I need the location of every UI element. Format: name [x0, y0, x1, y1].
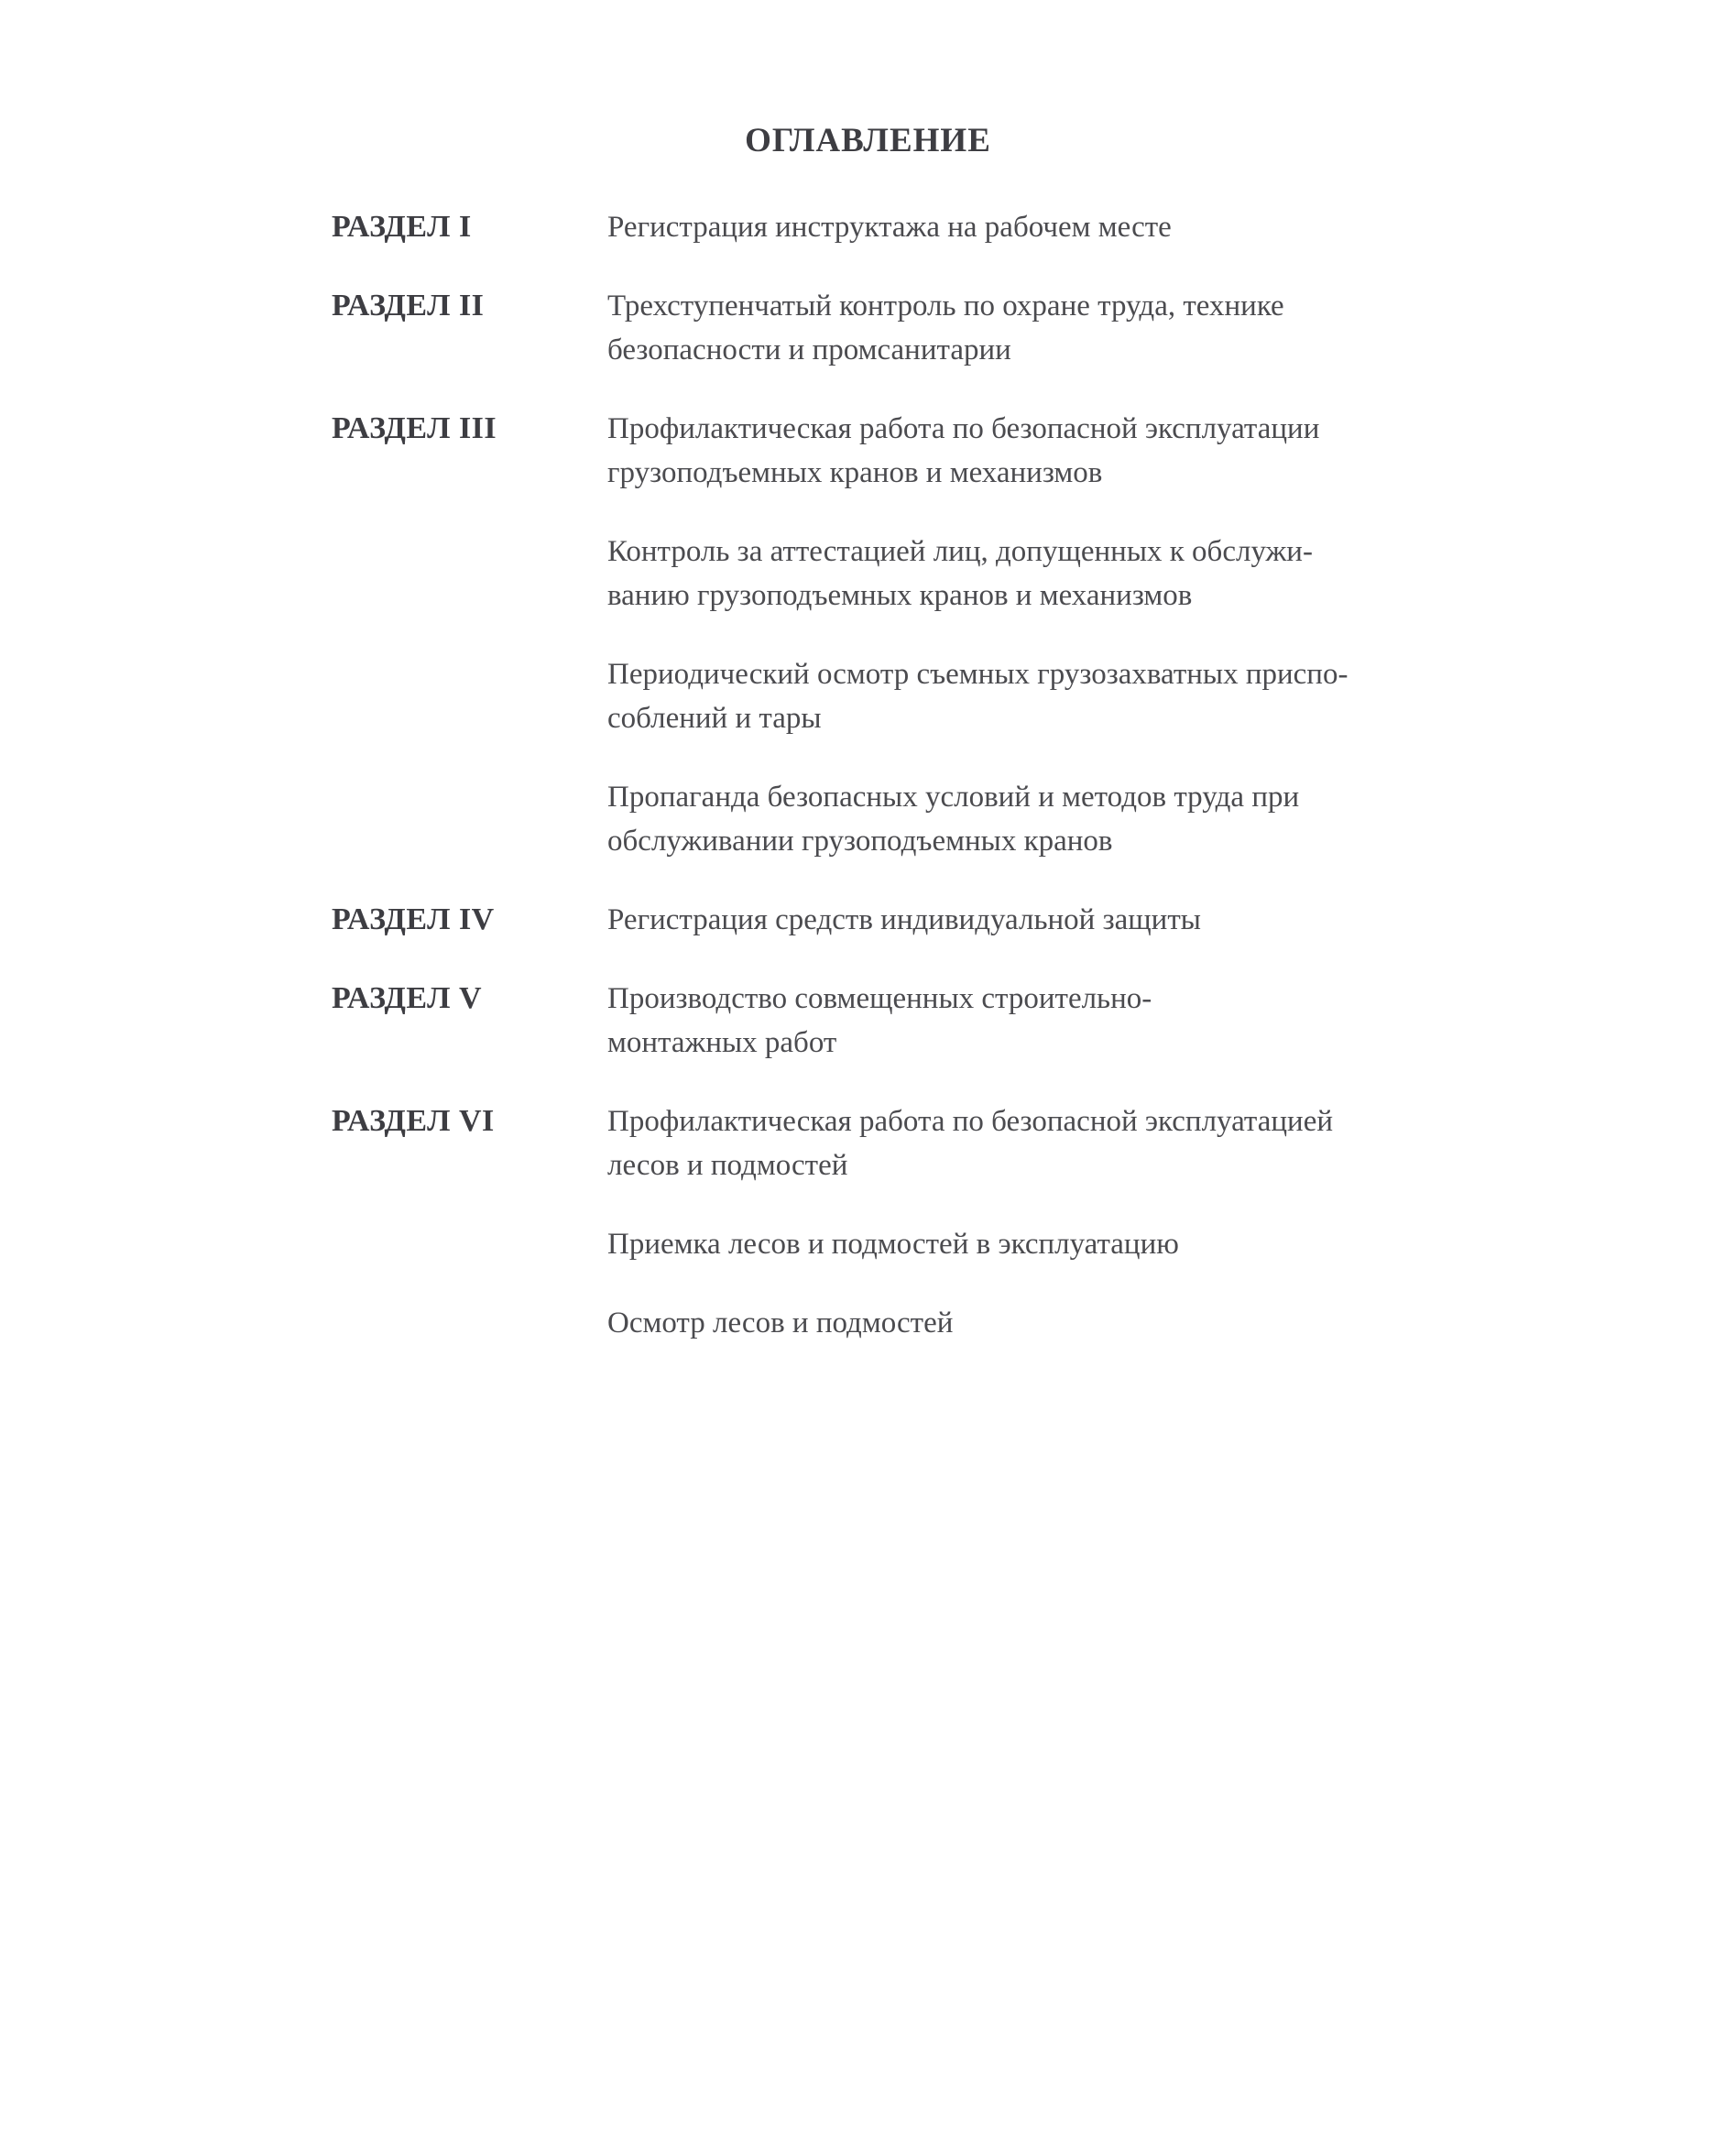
description-line: безопасности и промсанитарии [607, 333, 1011, 366]
section-description [607, 1222, 1487, 1266]
description-line: ванию грузоподъемных кранов и механизмов [607, 579, 1193, 612]
section-description [607, 1099, 1487, 1187]
toc-entry-section-3 [332, 407, 1495, 495]
section-label: РАЗДЕЛ V [332, 981, 483, 1015]
section-label: РАЗДЕЛ IV [332, 902, 495, 936]
description-line: Трехступенчатый контроль по охране труда, технике [607, 290, 1284, 323]
description-line: монтажных работ [607, 1026, 837, 1059]
section-description [607, 775, 1487, 863]
section-description [607, 205, 1487, 249]
description-line: Периодический осмотр съемных грузозахватных приспо- [607, 658, 1348, 691]
toc-entry-section-2 [332, 284, 1495, 372]
toc-entry-section-3-sub-3 [332, 775, 1495, 863]
toc-entry-section-6 [332, 1099, 1495, 1187]
toc-entry-section-5 [332, 977, 1495, 1065]
section-description [607, 977, 1487, 1065]
description-line: Приемка лесов и подмостей в эксплуатацию [607, 1228, 1179, 1261]
toc-entry-section-1 [332, 205, 1495, 249]
description-line: Производство совмещенных строительно- [607, 982, 1152, 1015]
section-label: РАЗДЕЛ II [332, 289, 485, 323]
description-line: Профилактическая работа по безопасной эксплуатации [607, 412, 1320, 445]
section-label: РАЗДЕЛ I [332, 210, 472, 244]
toc-entry-section-6-sub-1 [332, 1222, 1495, 1266]
description-line: Регистрация средств индивидуальной защиты [607, 903, 1201, 936]
section-description [607, 652, 1487, 740]
description-line: обслуживании грузоподъемных кранов [607, 825, 1113, 858]
section-label: РАЗДЕЛ III [332, 411, 497, 445]
section-description [607, 530, 1487, 618]
section-description [607, 898, 1487, 942]
toc-entry-section-3-sub-1 [332, 530, 1495, 618]
section-description [607, 284, 1487, 372]
description-line: Пропаганда безопасных условий и методов труда при [607, 781, 1300, 814]
page-title: ОГЛАВЛЕНИЕ [745, 122, 991, 159]
toc-entry-section-6-sub-2 [332, 1301, 1495, 1345]
toc-entry-section-4 [332, 898, 1495, 942]
description-line: Контроль за аттестацией лиц, допущенных к обслужи- [607, 535, 1313, 568]
description-line: грузоподъемных кранов и механизмов [607, 456, 1103, 489]
toc-entry-section-3-sub-2 [332, 652, 1495, 740]
description-line: Профилактическая работа по безопасной эксплуатацией [607, 1105, 1333, 1138]
table-of-contents [332, 205, 1495, 1345]
section-label: РАЗДЕЛ VI [332, 1104, 495, 1138]
description-line: соблений и тары [607, 702, 822, 735]
description-line: Регистрация инструктажа на рабочем месте [607, 211, 1172, 244]
description-line: лесов и подмостей [607, 1149, 848, 1182]
description-line: Осмотр лесов и подмостей [607, 1307, 954, 1339]
section-description [607, 407, 1487, 495]
section-description [607, 1301, 1487, 1345]
